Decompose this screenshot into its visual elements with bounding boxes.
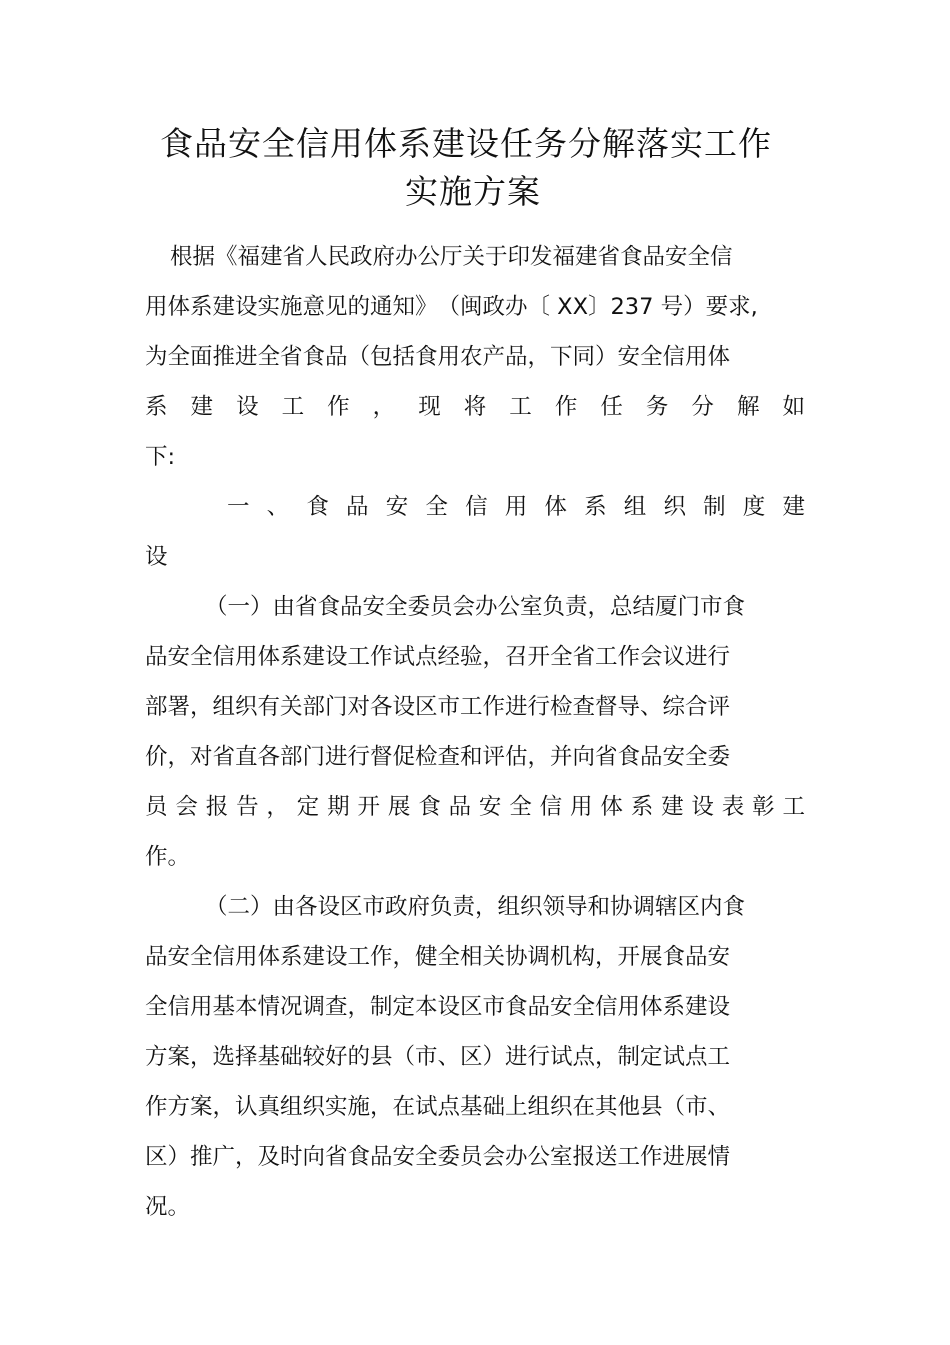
document-title-line-2: 实施方案 <box>405 172 541 211</box>
body-line: 部署，组织有关部门对各设区市工作进行检查督导、综合评 <box>145 694 731 720</box>
body-line: 系 建 设 工 作 ， 现 将 工 作 任 务 分 解 如 <box>145 394 805 420</box>
body-line: 价，对省直各部门进行督促检查和评估，并向省食品安全委 <box>145 744 731 770</box>
body-line: 全信用基本情况调查，制定本设区市食品安全信用体系建设 <box>145 994 731 1020</box>
body-line: 方案，选择基础较好的县（市、区）进行试点，制定试点工 <box>145 1044 731 1070</box>
body-line: 作。 <box>145 844 191 870</box>
section-heading: 一 、 食 品 安 全 信 用 体 系 组 织 制 度 建 <box>227 494 805 520</box>
body-line: 下: <box>145 444 176 470</box>
body-line: 员 会 报 告 ， 定 期 开 展 食 品 安 全 信 用 体 系 建 设 表 彰 工 <box>145 794 805 820</box>
section-heading-cont: 设 <box>145 544 168 570</box>
body-line: 品安全信用体系建设工作，健全相关协调机构，开展食品安 <box>145 944 731 970</box>
body-line: 况。 <box>145 1194 191 1220</box>
body-line: （一）由省食品安全委员会办公室负责，总结厦门市食 <box>205 594 746 620</box>
body-line: 为全面推进全省食品（包括食用农产品，下同）安全信用体 <box>145 344 731 370</box>
body-line: 品安全信用体系建设工作试点经验，召开全省工作会议进行 <box>145 644 731 670</box>
body-line: （二）由各设区市政府负责，组织领导和协调辖区内食 <box>205 894 746 920</box>
body-line: 区）推广，及时向省食品安全委员会办公室报送工作进展情 <box>145 1144 731 1170</box>
body-line: 根据《福建省人民政府办公厅关于印发福建省食品安全信 <box>170 244 733 270</box>
body-line: 作方案，认真组织实施，在试点基础上组织在其他县（市、 <box>145 1094 731 1120</box>
body-line: 用体系建设实施意见的通知》 （闽政办〔 XX〕237 号）要求, <box>145 294 758 320</box>
document-title-line-1: 食品安全信用体系建设任务分解落实工作 <box>160 124 772 163</box>
